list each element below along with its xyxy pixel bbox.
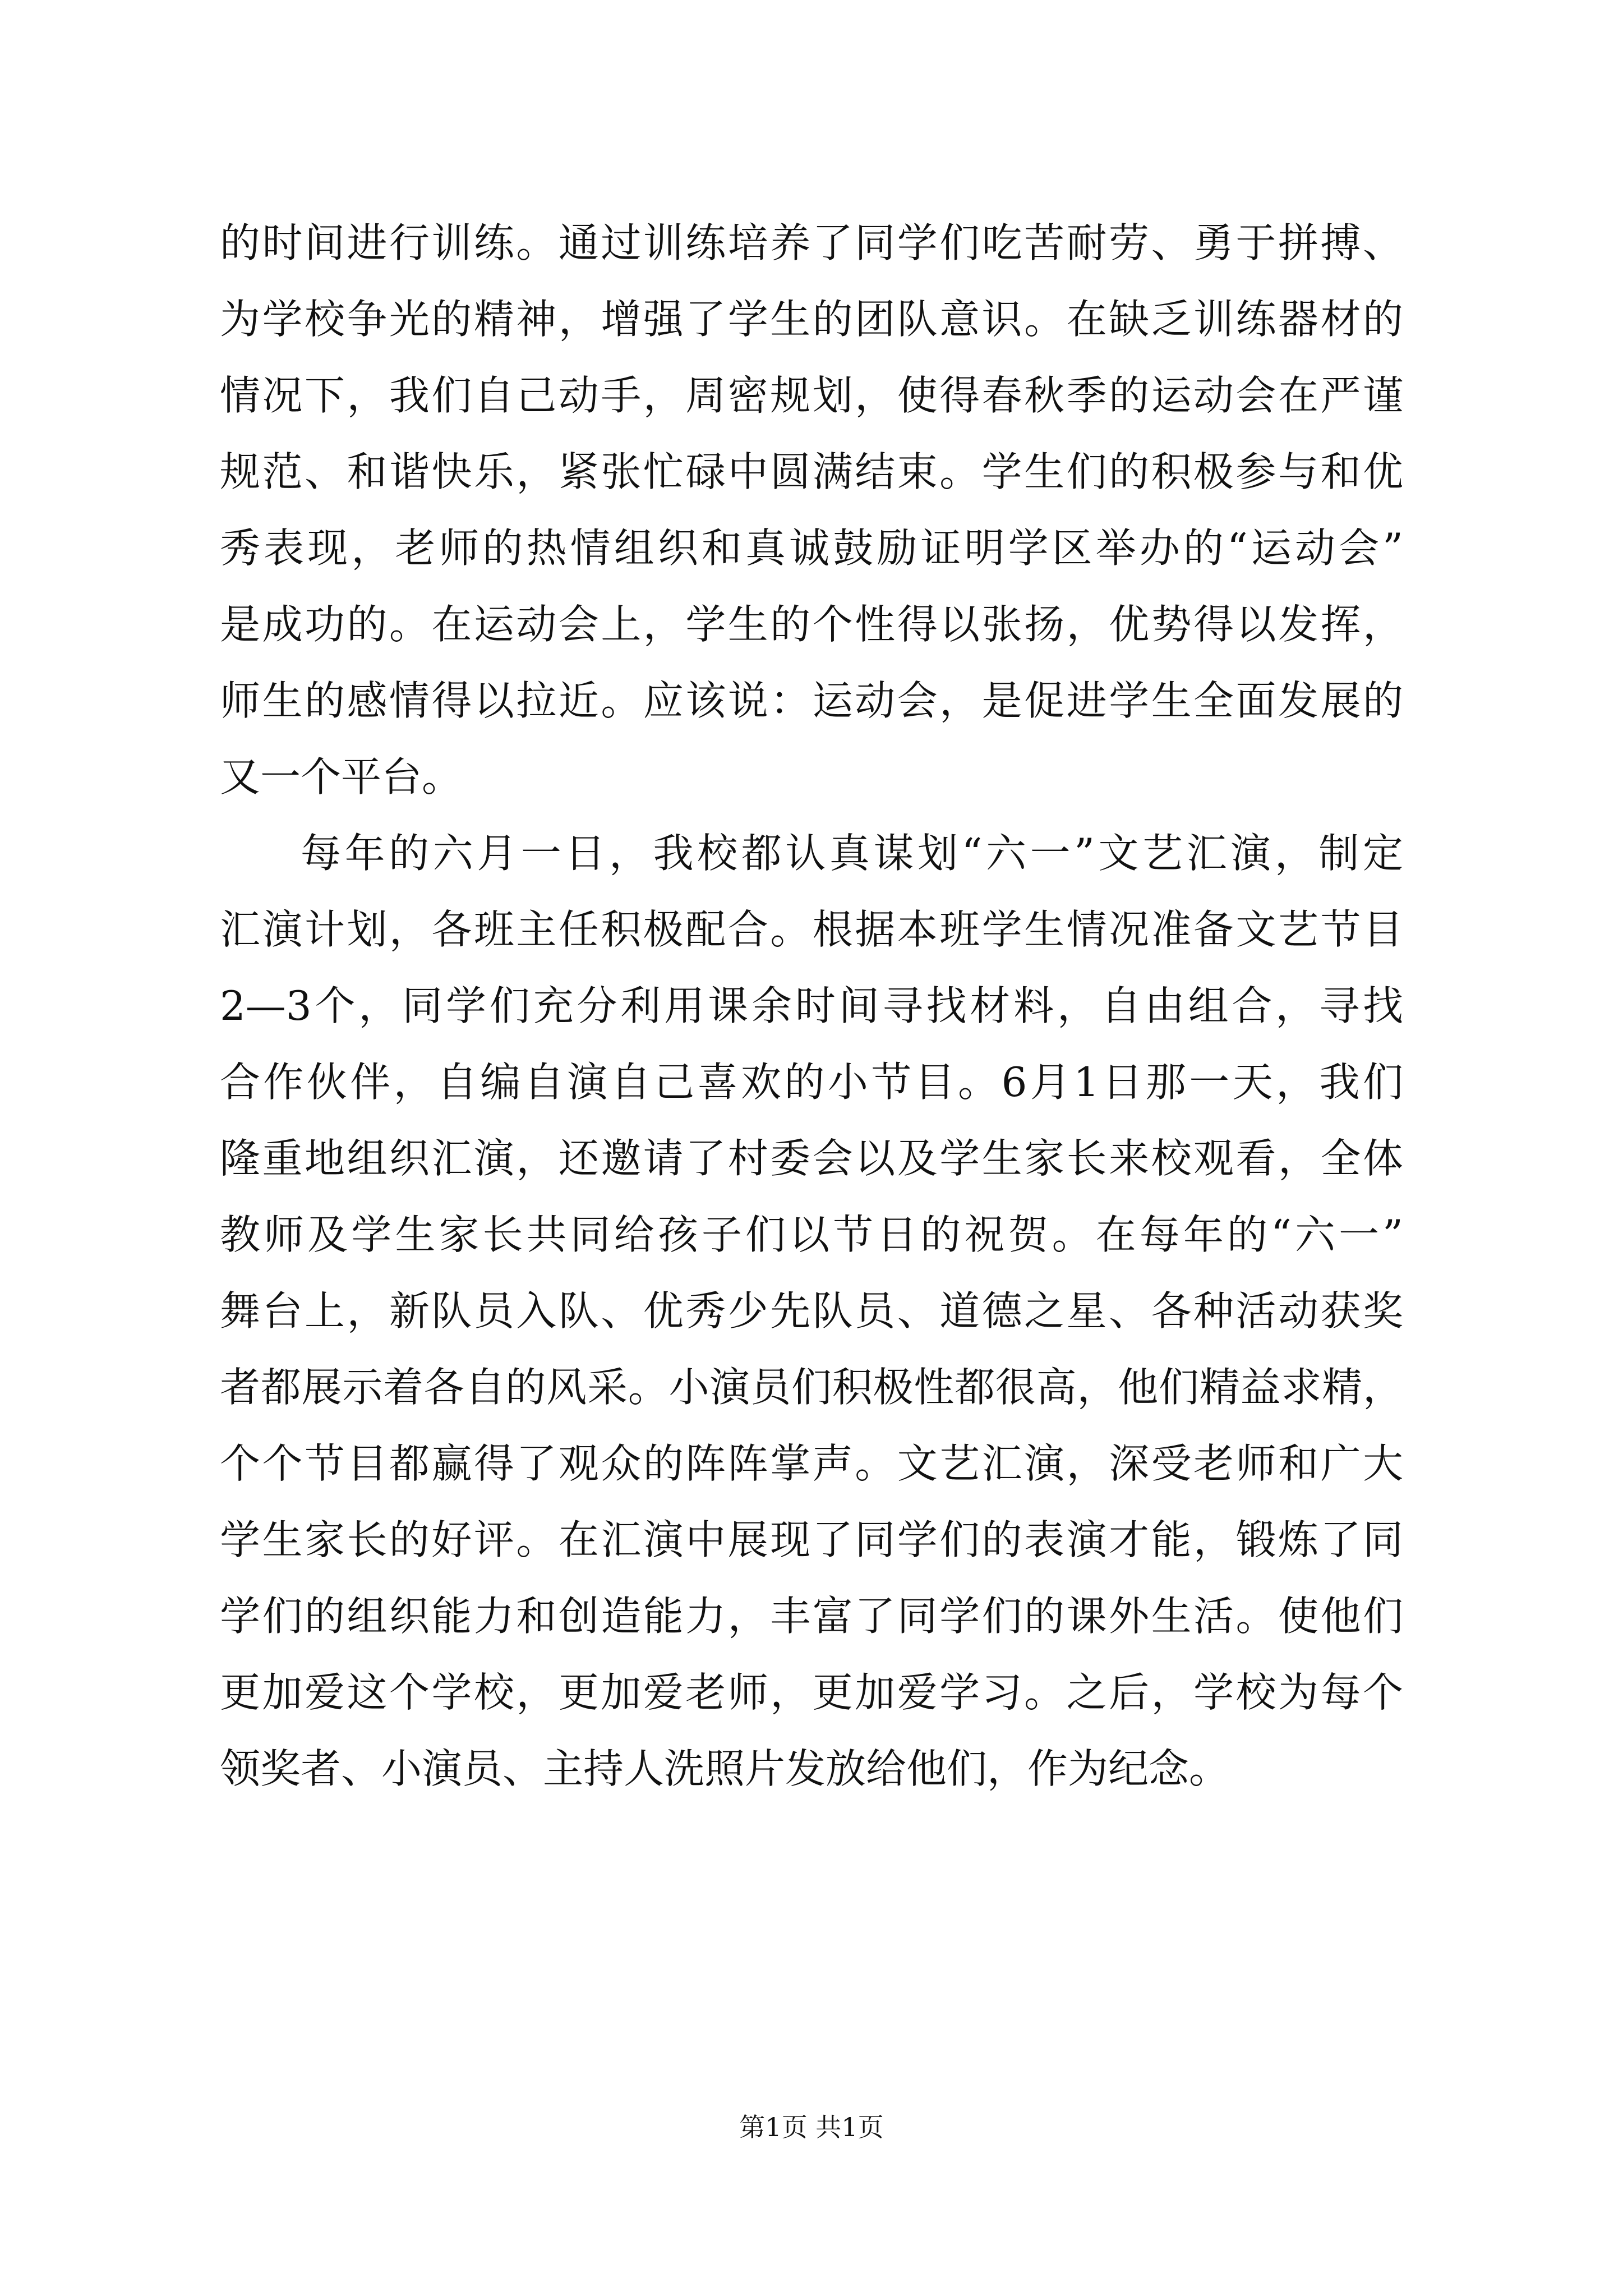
text-line: 舞台上，新队员入队、优秀少先队员、道德之星、各种活动获奖: [220, 1287, 1403, 1335]
text-line: 教师及学生家长共同给孩子们以节日的祝贺。在每年的“六一”: [220, 1211, 1403, 1258]
text-line: 每年的六月一日，我校都认真谋划“六一”文艺汇演，制定: [301, 830, 1403, 877]
text-line: 为学校争光的精神，增强了学生的团队意识。在缺乏训练器材的: [220, 296, 1403, 343]
document-body: [220, 205, 1403, 1807]
text-line: 领奖者、小演员、主持人洗照片发放给他们，作为纪念。: [220, 1745, 1230, 1792]
text-line: 学生家长的好评。在汇演中展现了同学们的表演才能，锻炼了同: [220, 1516, 1403, 1563]
text-line: 更加爱这个学校，更加爱老师，更加爱学习。之后，学校为每个: [220, 1669, 1403, 1716]
text-line: 的时间进行训练。通过训练培养了同学们吃苦耐劳、勇于拼搏、: [220, 219, 1403, 266]
text-line: 又一个平台。: [220, 753, 463, 800]
text-line: 秀表现，老师的热情组织和真诚鼓励证明学区举办的“运动会”: [220, 524, 1403, 572]
text-line: 个个节目都赢得了观众的阵阵掌声。文艺汇演，深受老师和广大: [220, 1440, 1403, 1487]
text-line: 是成功的。在运动会上，学生的个性得以张扬，优势得以发挥，: [220, 601, 1403, 648]
text-line: 合作伙伴，自编自演自己喜欢的小节目。6月1日那一天，我们: [220, 1059, 1403, 1106]
text-line: 者都展示着各自的风采。小演员们积极性都很高，他们精益求精，: [220, 1364, 1403, 1411]
text-line: 师生的感情得以拉近。应该说：运动会，是促进学生全面发展的: [220, 677, 1403, 724]
text-line: 2—3个，同学们充分利用课余时间寻找材料，自由组合，寻找: [220, 982, 1403, 1029]
paragraph-2: [220, 815, 1403, 1807]
paragraph-1: [220, 205, 1403, 815]
text-line: 学们的组织能力和创造能力，丰富了同学们的课外生活。使他们: [220, 1593, 1403, 1640]
text-line: 隆重地组织汇演，还邀请了村委会以及学生家长来校观看，全体: [220, 1135, 1403, 1182]
page-number-footer: 第1页 共1页: [739, 2112, 884, 2142]
text-line: 规范、和谐快乐，紧张忙碌中圆满结束。学生们的积极参与和优: [220, 448, 1403, 495]
text-line: 情况下，我们自己动手，周密规划，使得春秋季的运动会在严谨: [220, 372, 1403, 419]
text-line: 汇演计划，各班主任积极配合。根据本班学生情况准备文艺节目: [220, 906, 1403, 953]
